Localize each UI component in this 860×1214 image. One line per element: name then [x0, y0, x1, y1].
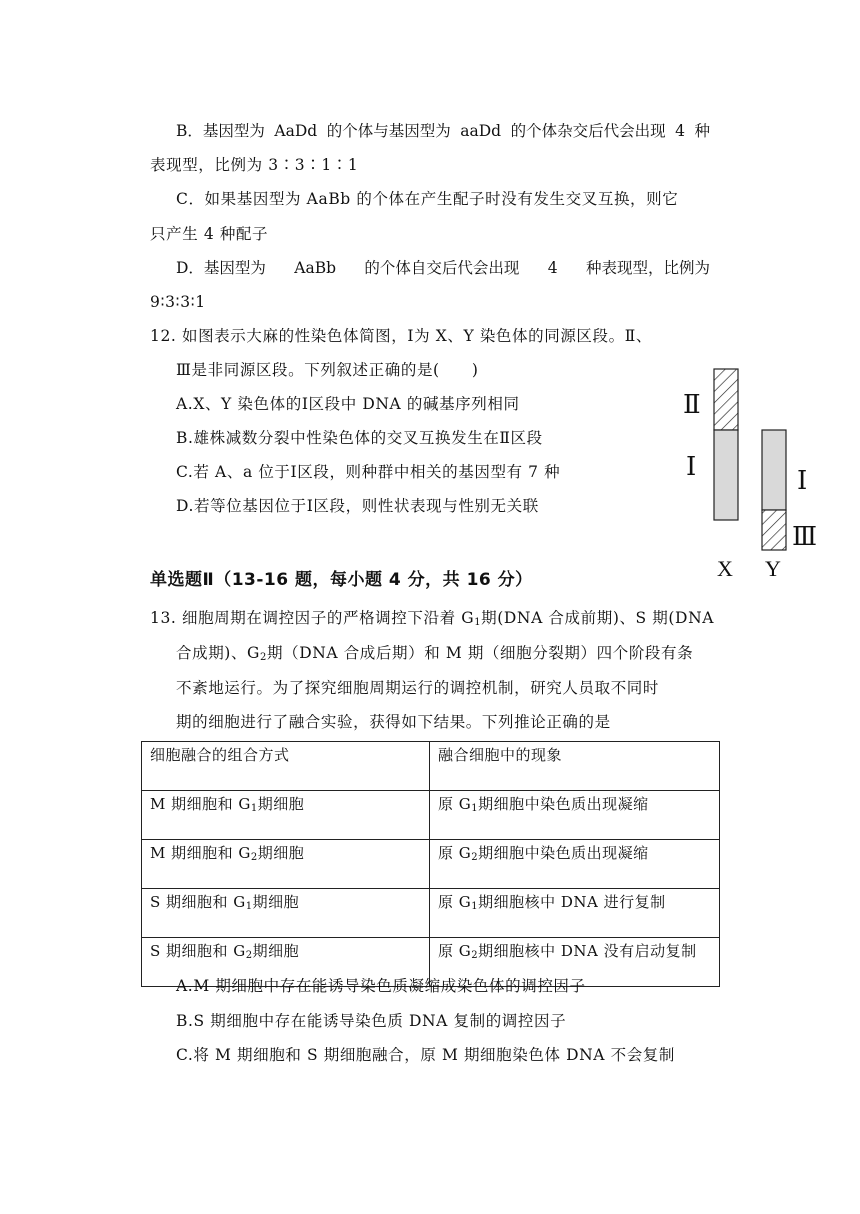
table-header-row	[142, 742, 720, 791]
q11-option-d-line1	[176, 258, 710, 278]
q11-option-b-line1	[176, 121, 710, 141]
y-region-i-label: Ⅰ	[797, 466, 808, 496]
q12-stem-line1: 12. 如图表示大麻的性染色体简图，Ⅰ为 X、Y 染色体的同源区段。Ⅱ、	[150, 327, 652, 345]
text-fragment: S 期细胞和 G	[150, 942, 246, 960]
q11-option-c-line1: C．如果基因型为 AaBb 的个体在产生配子时没有发生交叉互换，则它	[176, 190, 679, 208]
table-row	[142, 889, 720, 938]
table-header-cell: 细胞融合的组合方式	[142, 742, 430, 791]
text-fragment: S 期细胞和 G	[150, 893, 246, 911]
q13-option-c: C.将 M 期细胞和 S 期细胞融合，原 M 期细胞染色体 DNA 不会复制	[176, 1046, 675, 1064]
text-fragment: 原 G	[438, 795, 472, 813]
text-fragment: 种表现型，比例为	[585, 259, 710, 277]
q13-stem-line2	[176, 643, 693, 663]
subscript: 2	[245, 950, 253, 961]
q11-option-b-line2: 表现型，比例为 3∶3∶1∶1	[150, 156, 359, 174]
subscript: 2	[260, 652, 267, 663]
q11-option-c-line2: 只产生 4 种配子	[150, 225, 269, 243]
text-fragment: 期细胞	[257, 795, 305, 813]
q12-stem-line2: Ⅲ是非同源区段。下列叙述正确的是( )	[176, 361, 479, 379]
q12-option-c: C.若 A、a 位于Ⅰ区段，则种群中相关的基因型有 7 种	[176, 463, 561, 481]
text-fragment: 种	[694, 122, 710, 140]
text-fragment: 期细胞核中 DNA 没有启动复制	[478, 942, 697, 960]
text-fragment: AaBb	[294, 259, 337, 277]
q13-stem-line4: 期的细胞进行了融合实验，获得如下结果。下列推论正确的是	[176, 713, 611, 731]
subscript: 1	[471, 803, 479, 814]
table-row	[142, 791, 720, 840]
table-row	[142, 840, 720, 889]
text-fragment: 期（DNA 合成后期）和 M 期（细胞分裂期）四个阶段有条	[267, 644, 694, 662]
text-fragment: 原 G	[438, 844, 472, 862]
text-fragment: 4	[675, 122, 685, 140]
table-cell	[430, 791, 720, 840]
text-fragment: 原 G	[438, 942, 472, 960]
text-fragment: B．基因型为	[176, 122, 265, 140]
text-fragment: aaDd	[460, 122, 502, 140]
text-fragment: 期细胞中染色质出现凝缩	[478, 795, 649, 813]
subscript: 1	[474, 617, 482, 628]
q12-option-b: B.雄株减数分裂中性染色体的交叉互换发生在Ⅱ区段	[176, 429, 543, 447]
cell-fusion-table	[141, 741, 720, 987]
q11-option-d-line2: 9∶3∶3∶1	[150, 293, 206, 311]
text-fragment: 原 G	[438, 893, 472, 911]
text-fragment: 期(DNA 合成前期)、S 期(DNA	[481, 609, 715, 627]
q13-stem-line1	[150, 608, 714, 628]
subscript: 2	[250, 852, 258, 863]
text-fragment: M 期细胞和 G	[150, 795, 251, 813]
text-fragment: 期细胞	[252, 942, 300, 960]
subscript: 1	[245, 901, 253, 912]
y-chromosome-region-i	[762, 430, 786, 510]
x-region-i-label: Ⅰ	[686, 452, 697, 482]
table-cell	[430, 889, 720, 938]
text-fragment: AaDd	[274, 122, 318, 140]
x-chromosome-region-i	[714, 430, 738, 520]
text-fragment: 期细胞中染色质出现凝缩	[478, 844, 649, 862]
text-fragment: 13. 细胞周期在调控因子的严格调控下沿着 G	[150, 609, 475, 627]
y-chromosome-label: Y	[765, 556, 781, 581]
table-header-cell: 融合细胞中的现象	[430, 742, 720, 791]
table-cell	[142, 889, 430, 938]
table-cell	[142, 840, 430, 889]
text-fragment: 期细胞	[257, 844, 305, 862]
text-fragment: 的个体杂交后代会出现	[510, 122, 666, 140]
y-region-iii-label: Ⅲ	[792, 522, 818, 552]
section-heading: 单选题Ⅱ（13-16 题，每小题 4 分，共 16 分）	[150, 570, 533, 590]
y-chromosome-region-iii	[762, 510, 786, 550]
text-fragment: 的个体自交后代会出现	[364, 259, 520, 277]
subscript: 1	[250, 803, 258, 814]
q13-option-a: A.M 期细胞中存在能诱导染色质凝缩成染色体的调控因子	[176, 977, 586, 995]
text-fragment: 期细胞	[252, 893, 300, 911]
x-chromosome-label: X	[717, 556, 733, 581]
table-cell	[430, 840, 720, 889]
text-fragment: 4	[547, 259, 558, 277]
subscript: 2	[471, 950, 479, 961]
text-fragment: 期细胞核中 DNA 进行复制	[478, 893, 666, 911]
q13-option-b: B.S 期细胞中存在能诱导染色质 DNA 复制的调控因子	[176, 1012, 567, 1030]
x-chromosome-region-ii	[714, 369, 738, 430]
subscript: 2	[471, 852, 479, 863]
q12-option-d: D.若等位基因位于Ⅰ区段，则性状表现与性别无关联	[176, 497, 539, 515]
q12-option-a: A.X、Y 染色体的Ⅰ区段中 DNA 的碱基序列相同	[176, 395, 520, 413]
x-region-ii-label: Ⅱ	[683, 390, 701, 420]
text-fragment: 合成期)、G	[176, 644, 261, 662]
table-cell	[142, 791, 430, 840]
text-fragment: 的个体与基因型为	[326, 122, 451, 140]
text-fragment: D．基因型为	[176, 259, 266, 277]
text-fragment: M 期细胞和 G	[150, 844, 251, 862]
q13-stem-line3: 不紊地运行。为了探究细胞周期运行的调控机制，研究人员取不同时	[176, 679, 660, 697]
subscript: 1	[471, 901, 479, 912]
